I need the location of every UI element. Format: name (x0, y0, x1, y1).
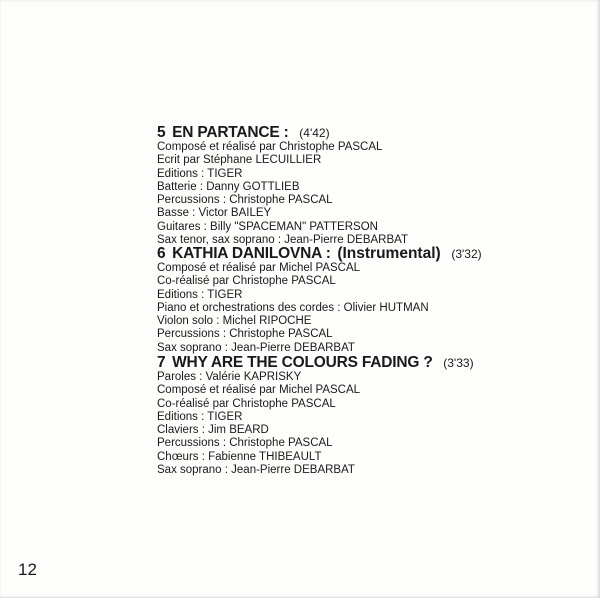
credit-line: Composé et réalisé par Michel PASCAL (157, 262, 361, 274)
track-title-line (157, 240, 482, 262)
credit-line: Claviers : Jim BEARD (157, 424, 269, 437)
credit-line: Composé et réalisé par Michel PASCAL (157, 384, 361, 397)
track-title-line (157, 119, 408, 141)
credit-line: Sax soprano : Jean-Pierre DEBARBAT (157, 464, 355, 477)
track-subtitle: (Instrumental) (337, 245, 441, 262)
track-duration: (3'32) (451, 247, 482, 261)
track-number: 7 (157, 354, 166, 371)
credit-line: Guitares : Billy "SPACEMAN" PATTERSON (157, 220, 378, 233)
track-5 (157, 119, 408, 247)
track-name: EN PARTANCE : (172, 124, 289, 141)
credit-line: Editions : TIGER (157, 167, 243, 180)
credit-line: Ecrit par Stéphane LECUILLIER (157, 154, 322, 167)
credit-line: Editions : TIGER (157, 410, 243, 423)
credit-line: Composé et réalisé par Christophe PASCAL (157, 141, 383, 153)
credit-line: Sax tenor, sax soprano : Jean-Pierre DEBARBAT (157, 234, 408, 247)
credit-line: Chœurs : Fabienne THIBEAULT (157, 450, 322, 463)
track-name: WHY ARE THE COLOURS FADING ? (172, 354, 433, 371)
credit-line: Basse : Victor BAILEY (157, 207, 272, 220)
credits-list (157, 371, 474, 477)
credit-line: Violon solo : Michel RIPOCHE (157, 315, 312, 328)
credit-line: Co-réalisé par Christophe PASCAL (157, 397, 336, 410)
credits-list (157, 141, 408, 247)
track-duration: (4'42) (299, 126, 330, 140)
track-6 (157, 240, 482, 355)
credit-line: Paroles : Valérie KAPRISKY (157, 371, 302, 383)
track-7 (157, 349, 474, 477)
credit-line: Piano et orchestrations des cordes : Olivier HUTMAN (157, 301, 429, 314)
credit-line: Percussions : Christophe PASCAL (157, 328, 333, 341)
credit-line: Percussions : Christophe PASCAL (157, 194, 333, 207)
credit-line: Batterie : Danny GOTTLIEB (157, 180, 300, 193)
page-number: 12 (18, 560, 37, 579)
track-number: 6 (157, 245, 166, 262)
credit-line: Percussions : Christophe PASCAL (157, 437, 333, 450)
track-title-line (157, 349, 474, 371)
credit-line: Editions : TIGER (157, 288, 243, 301)
credits-list (157, 262, 482, 355)
credit-line: Co-réalisé par Christophe PASCAL (157, 275, 336, 288)
track-duration: (3'33) (443, 356, 474, 370)
credit-line: Sax soprano : Jean-Pierre DEBARBAT (157, 341, 355, 354)
track-name: KATHIA DANILOVNA : (172, 245, 331, 262)
track-number: 5 (157, 124, 166, 141)
